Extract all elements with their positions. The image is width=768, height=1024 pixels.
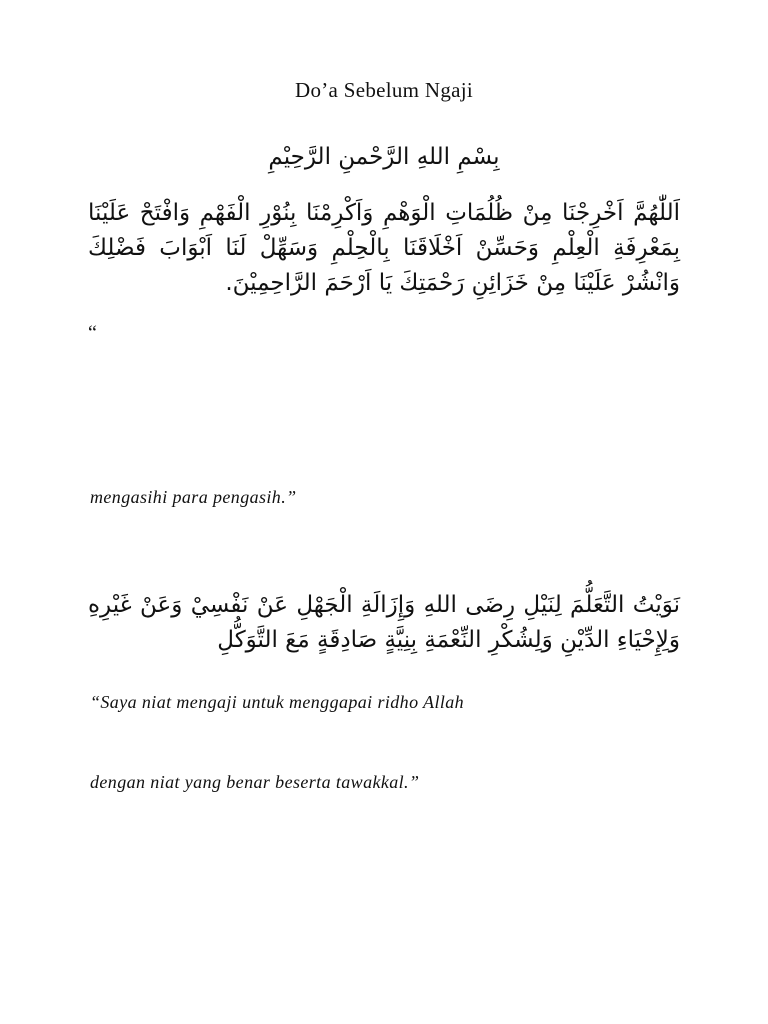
doa-arabic-text: اَللّٰهُمَّ اَخْرِجْنَا مِنْ ظُلُمَاتِ الْوَهْمِ وَاَكْرِمْنَا بِنُوْرِ الْفَهْمِ وَافْتَحْ عَلَيْنَا بِمَعْرِفَةِ الْعِلْمِ وَحَسِّنْ اَخْلَاقَنَا بِالْحِلْمِ وَسَهِّلْ لَنَا اَبْوَابَ فَضْلِكَ وَانْشُرْ عَلَيْنَا مِنْ خَزَائِنِ رَحْمَتِكَ يَا اَرْحَمَ الرَّاحِمِيْنَ. <box>88 200 680 296</box>
niat-translation-line2: dengan niat yang benar beserta tawakkal.” <box>90 772 420 792</box>
niat-arabic-text: نَوَيْتُ التَّعَلُّمَ لِنَيْلِ رِضَى اللهِ وَإِزَالَةِ الْجَهْلِ عَنْ نَفْسِيْ وَعَنْ غَيْرِهِ وَلِإِحْيَاءِ الدِّيْنِ وَلِشُكْرِ النِّعْمَةِ بِنِيَّةٍ صَادِقَةٍ مَعَ التَّوَكُّلِ <box>88 592 680 653</box>
document-title: Do’a Sebelum Ngaji <box>294 78 474 102</box>
doa-translation-end: mengasihi para pengasih.” <box>90 487 297 507</box>
opening-quote-mark: “ <box>88 322 97 344</box>
bismillah-text: بِسْمِ اللهِ الرَّحْمنِ الرَّحِيْمِ <box>268 144 500 170</box>
niat-translation-line1: “Saya niat mengaji untuk menggapai ridho Allah <box>90 692 465 712</box>
